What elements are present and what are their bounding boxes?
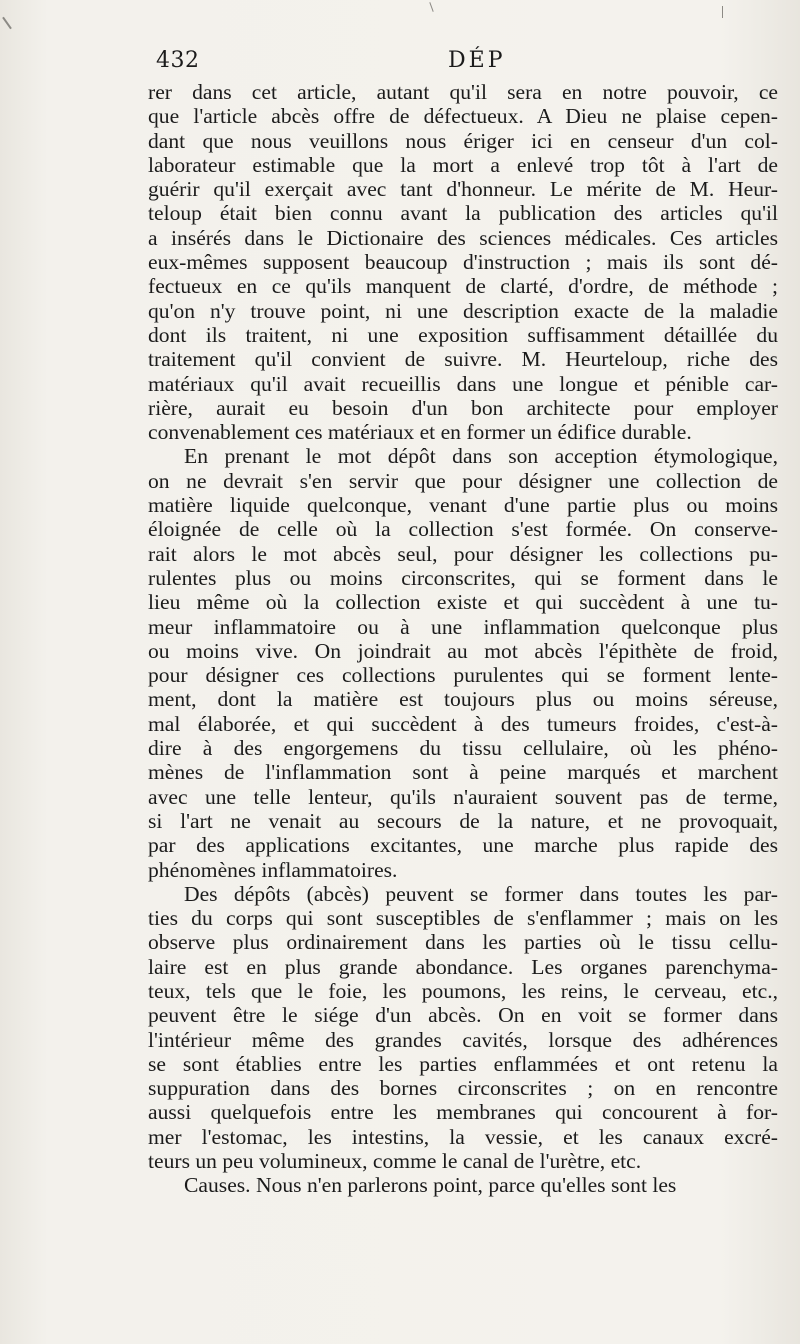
scan-speck [429, 2, 433, 12]
text-line: teurs un peu volumineux, comme le canal de l'urètre, etc. [148, 1149, 642, 1174]
paragraph [148, 80, 778, 444]
text-line: aussi quelquefois entre les membranes qui concourent à for- [148, 1100, 778, 1125]
text-line: on ne devrait s'en servir que pour désigner une collection de [148, 468, 778, 493]
text-line: eux-mêmes supposent beaucoup d'instruction ; mais ils sont dé- [148, 250, 778, 275]
text-line: phénomènes inflammatoires. [148, 857, 398, 882]
text-line: ment, dont la matière est toujours plus ou moins séreuse, [148, 687, 778, 712]
text-line: par des applications excitantes, une marche plus rapide des [148, 833, 778, 858]
page-number: 432 [156, 48, 200, 73]
text-line: guérir qu'il exerçait avec tant d'honneur. Le mérite de M. Heur- [148, 177, 778, 202]
text-line: ties du corps qui sont susceptibles de s'enflammer ; mais on les [148, 906, 778, 931]
text-line: Causes. Nous n'en parlerons point, parce qu'elles sont les [184, 1173, 677, 1198]
scan-speck [2, 17, 12, 30]
text-line: pour désigner ces collections purulentes qui se forment lente- [148, 663, 778, 688]
text-line: rait alors le mot abcès seul, pour désigner les collections pu- [148, 541, 778, 566]
text-line: matière liquide quelconque, venant d'une partie plus ou moins [148, 493, 778, 518]
text-line: rière, aurait eu besoin d'un bon architecte pour employer [148, 395, 778, 420]
text-line: rulentes plus ou moins circonscrites, qui se forment dans le [148, 565, 778, 590]
text-line: mer l'estomac, les intestins, la vessie, et les canaux excré- [148, 1124, 778, 1149]
text-line: observe plus ordinairement dans les parties où le tissu cellu- [148, 930, 778, 955]
text-line: meur inflammatoire ou à une inflammation quelconque plus [148, 614, 778, 639]
page-header [0, 44, 800, 84]
text-line: En prenant le mot dépôt dans son acception étymologique, [184, 444, 778, 469]
text-line: suppuration dans des bornes circonscrites ; on en rencontre [148, 1076, 778, 1101]
text-line: dire à des engorgemens du tissu cellulaire, où les phéno- [148, 736, 778, 761]
text-line: qu'on n'y trouve point, ni une description exacte de la maladie [148, 298, 778, 323]
running-head: DÉP [448, 48, 506, 73]
text-line: peuvent être le siége d'un abcès. On en voit se former dans [148, 1003, 778, 1028]
text-line: lieu même où la collection existe et qui succèdent à une tu- [148, 590, 778, 615]
text-line: mal élaborée, et qui succèdent à des tumeurs froides, c'est-à- [148, 711, 778, 736]
text-line: traitement qu'il convient de suivre. M. Heurteloup, riche des [148, 347, 778, 372]
text-line: laborateur estimable que la mort a enlevé trop tôt à l'art de [148, 152, 778, 177]
text-line: se sont établies entre les parties enflammées et ont retenu la [148, 1051, 778, 1076]
text-line: avec une telle lenteur, qu'ils n'auraient souvent pas de terme, [148, 784, 778, 809]
text-line: que l'article abcès offre de défectueux. A Dieu ne plaise cepen- [148, 104, 778, 129]
text-line: fectueux en ce qu'ils manquent de clarté, d'ordre, de méthode ; [148, 274, 778, 299]
text-line: teux, tels que le foie, les poumons, les reins, le cerveau, etc., [148, 978, 778, 1003]
paragraph [148, 882, 778, 1174]
text-line: teloup était bien connu avant la publication des articles qu'il [148, 201, 778, 226]
scan-speck [722, 6, 723, 18]
text-line: laire est en plus grande abondance. Les organes parenchyma- [148, 954, 778, 979]
text-line: l'intérieur même des grandes cavités, lorsque des adhérences [148, 1027, 778, 1052]
text-line: si l'art ne venait au secours de la nature, et ne provoquait, [148, 808, 778, 833]
paragraph [148, 444, 778, 881]
text-line: rer dans cet article, autant qu'il sera en notre pouvoir, ce [148, 80, 778, 104]
body-text [148, 80, 778, 1198]
text-line: ou moins vive. On joindrait au mot abcès l'épithète de froid, [148, 638, 778, 663]
text-line: convenablement ces matériaux et en former un édifice durable. [148, 420, 692, 445]
text-line: mènes de l'inflammation sont à peine marqués et marchent [148, 760, 778, 785]
text-line: matériaux qu'il avait recueillis dans une longue et pénible car- [148, 371, 778, 396]
text-line: Des dépôts (abcès) peuvent se former dans toutes les par- [184, 881, 778, 906]
text-line: éloignée de celle où la collection s'est formée. On conserve- [148, 517, 778, 542]
paragraph [148, 1173, 778, 1197]
text-line: dant que nous veuillons nous ériger ici en censeur d'un col- [148, 128, 778, 153]
text-line: dont ils traitent, ni une exposition suffisamment détaillée du [148, 322, 778, 347]
text-line: a insérés dans le Dictionaire des sciences médicales. Ces articles [148, 225, 778, 250]
